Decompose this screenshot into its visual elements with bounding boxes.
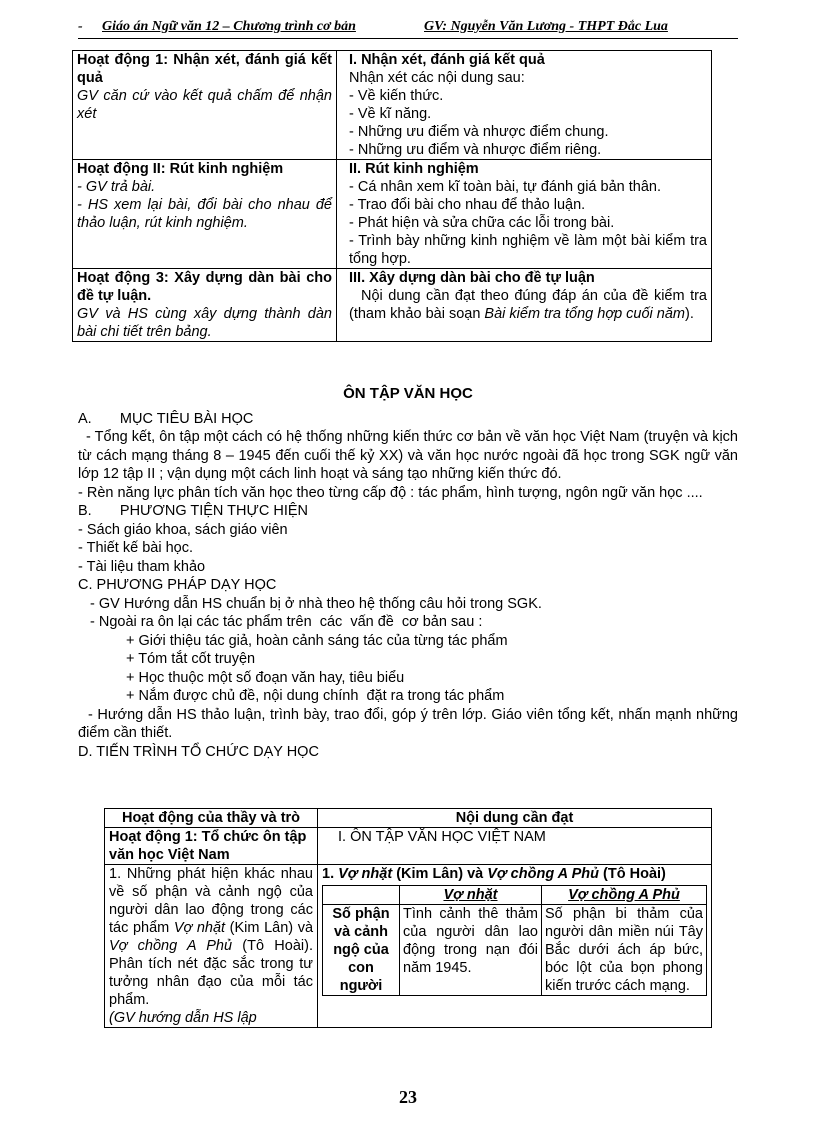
table-cell xyxy=(318,865,712,1028)
list-item: + Nắm được chủ đề, nội dung chính đặt ra trong tác phẩm xyxy=(126,688,505,704)
row-header: Số phận và cảnh ngộ của con người xyxy=(323,905,400,996)
table-header-row xyxy=(105,809,712,828)
list-item: + Giới thiệu tác giả, hoàn cảnh sáng tác của từng tác phẩm xyxy=(126,632,508,649)
content-line: - Về kiến thức. xyxy=(349,88,444,104)
table-cell xyxy=(105,865,318,1028)
comparison-table xyxy=(322,885,707,996)
activity-note: GV và HS cùng xây dựng thành dàn bài chi tiết trên bảng. xyxy=(77,306,332,340)
activity-note: GV căn cứ vào kết quả chấm để nhận xét xyxy=(77,88,332,122)
table-row xyxy=(105,828,712,865)
content-title: III. Xây dựng dàn bài cho đề tự luận xyxy=(349,270,595,286)
content-line: - Những ưu điểm và nhược điểm riêng. xyxy=(349,142,602,158)
content-line: - Trình bày những kinh nghiệm về làm một bài kiểm tra tổng hợp. xyxy=(349,233,707,267)
work-title: Vợ nhặt xyxy=(338,866,393,882)
review-table xyxy=(72,50,712,342)
header-teacher: GV: Nguyễn Văn Lương - THPT Đắc Lua xyxy=(424,19,668,34)
paragraph: - GV Hướng dẫn HS chuẩn bị ở nhà theo hệ thống câu hỏi trong SGK. xyxy=(90,595,542,612)
content-title: II. Rút kinh nghiệm xyxy=(349,161,479,177)
activity-note: - GV trả bài. xyxy=(77,179,156,195)
column-header: Vợ nhặt xyxy=(400,886,542,905)
activity-title: Hoạt động 3: Xây dựng dàn bài cho đề tự luận. xyxy=(77,270,332,304)
table-cell: Tình cảnh thê thảm của người dân lao động trong nạn đói năm 1945. xyxy=(400,905,542,996)
header-bullet: - xyxy=(78,19,83,34)
teacher-note: (GV hướng dẫn HS lập xyxy=(109,1010,257,1026)
question-text: 1. Những phát hiện khác nhau về số phận và cảnh ngộ của người dân lao động trong các tác phẩm xyxy=(109,866,313,936)
heading-a: A. MỤC TIÊU BÀI HỌC xyxy=(78,410,254,427)
table-cell xyxy=(73,160,337,269)
content-line: - Cá nhân xem kĩ toàn bài, tự đánh giá bản thân. xyxy=(349,179,661,195)
content-line: - Trao đổi bài cho nhau để thảo luận. xyxy=(349,197,586,213)
work-title: Vợ chồng A Phủ xyxy=(109,938,233,954)
list-item: + Học thuộc một số đoạn văn hay, tiêu biểu xyxy=(126,669,405,686)
list-item: - Sách giáo khoa, sách giáo viên xyxy=(78,521,288,538)
paragraph: - Tổng kết, ôn tập một cách có hệ thống những kiến thức cơ bản về văn học Việt Nam (truyện và kịch từ cách mạng tháng 8 – 1945 đến cuối thế kỷ XX) và văn học nước ngoài đã học trong SGK ngữ văn lớp 12 tập II ; vận dụng một cách linh hoạt và sáng tạo những kiến thức đó. xyxy=(78,429,738,482)
paragraph: - Rèn năng lực phân tích văn học theo từng cấp độ : tác phẩm, hình tượng, ngôn ngữ văn học .... xyxy=(78,484,703,501)
table-header-row xyxy=(323,886,707,905)
question-text: (Tô Hoài). Phân tích nét đặc sắc trong tư tưởng nhân đạo của mỗi tác phẩm. xyxy=(109,938,313,1008)
item-heading xyxy=(322,865,707,883)
table-row xyxy=(73,269,712,342)
heading-c: C. PHƯƠNG PHÁP DẠY HỌC xyxy=(78,577,277,593)
section-title: ÔN TẬP VĂN HỌC xyxy=(343,385,473,402)
heading-d: D. TIẾN TRÌNH TỔ CHỨC DẠY HỌC xyxy=(78,743,319,760)
table-cell xyxy=(323,886,400,905)
question-text: (Kim Lân) và xyxy=(225,920,314,936)
work-title: Vợ nhặt xyxy=(173,920,226,936)
content-line: - Về kĩ năng. xyxy=(349,106,432,122)
table-row xyxy=(105,865,712,1028)
table-cell: Số phận bi thảm của người dân miền núi Tây Bắc dưới ách áp bức, bóc lột của bọn phong kiến trước cách mạng. xyxy=(542,905,707,996)
content-text: Nội dung cần đạt theo đúng đáp án của đề kiểm tra (tham khảo bài soạn xyxy=(349,288,707,322)
page-header xyxy=(78,18,738,39)
work-title: Vợ chồng A Phủ xyxy=(487,866,600,882)
content-line: Nhận xét các nội dung sau: xyxy=(349,70,525,86)
item-text: (Tô Hoài) xyxy=(599,866,666,882)
lesson-plan-table xyxy=(104,808,712,1028)
content-title: I. Nhận xét, đánh giá kết quả xyxy=(349,52,545,68)
header-lesson-title: Giáo án Ngữ văn 12 – Chương trình cơ bản xyxy=(102,19,356,34)
section-heading: I. ÔN TẬP VĂN HỌC VIỆT NAM xyxy=(318,828,712,865)
activity-title: Hoạt động 1: Tổ chức ôn tập văn học Việt Nam xyxy=(105,828,318,865)
content-text-italic: Bài kiểm tra tổng hợp cuối năm xyxy=(484,306,686,322)
content-paragraph xyxy=(349,287,707,323)
item-number: 1. xyxy=(322,866,339,882)
list-item: + Tóm tắt cốt truyện xyxy=(126,651,256,667)
list-item: - Tài liệu tham khảo xyxy=(78,558,206,575)
table-row xyxy=(323,905,707,996)
list-item: - Thiết kế bài học. xyxy=(78,540,193,556)
table-cell xyxy=(73,51,337,160)
item-text: (Kim Lân) và xyxy=(392,866,488,882)
table-row xyxy=(73,51,712,160)
activity-note: - HS xem lại bài, đổi bài cho nhau để thảo luận, rút kinh nghiệm. xyxy=(77,197,332,231)
content-line: - Những ưu điểm và nhược điểm chung. xyxy=(349,124,609,140)
column-header: Nội dung cần đạt xyxy=(318,809,712,828)
lesson-section xyxy=(78,385,738,761)
table-cell xyxy=(337,51,712,160)
table-cell xyxy=(337,160,712,269)
content-line: - Phát hiện và sửa chữa các lỗi trong bài. xyxy=(349,215,615,231)
paragraph: - Ngoài ra ôn lại các tác phẩm trên các vấn đề cơ bản sau : xyxy=(90,614,483,630)
activity-title: Hoạt động 1: Nhận xét, đánh giá kết quả xyxy=(77,52,332,86)
activity-title: Hoạt động II: Rút kinh nghiệm xyxy=(77,161,284,177)
paragraph: - Hướng dẫn HS thảo luận, trình bày, trao đổi, góp ý trên lớp. Giáo viên tổng kết, nhấn mạnh những điểm cần thiết. xyxy=(78,706,738,741)
column-header: Hoạt động của thầy và trò xyxy=(105,809,318,828)
table-cell xyxy=(73,269,337,342)
table-row xyxy=(73,160,712,269)
content-text: ). xyxy=(685,306,694,322)
column-header: Vợ chồng A Phủ xyxy=(542,886,707,905)
page-number: 23 xyxy=(399,1087,417,1107)
table-cell xyxy=(337,269,712,342)
heading-b: B. PHƯƠNG TIỆN THỰC HIỆN xyxy=(78,503,309,519)
